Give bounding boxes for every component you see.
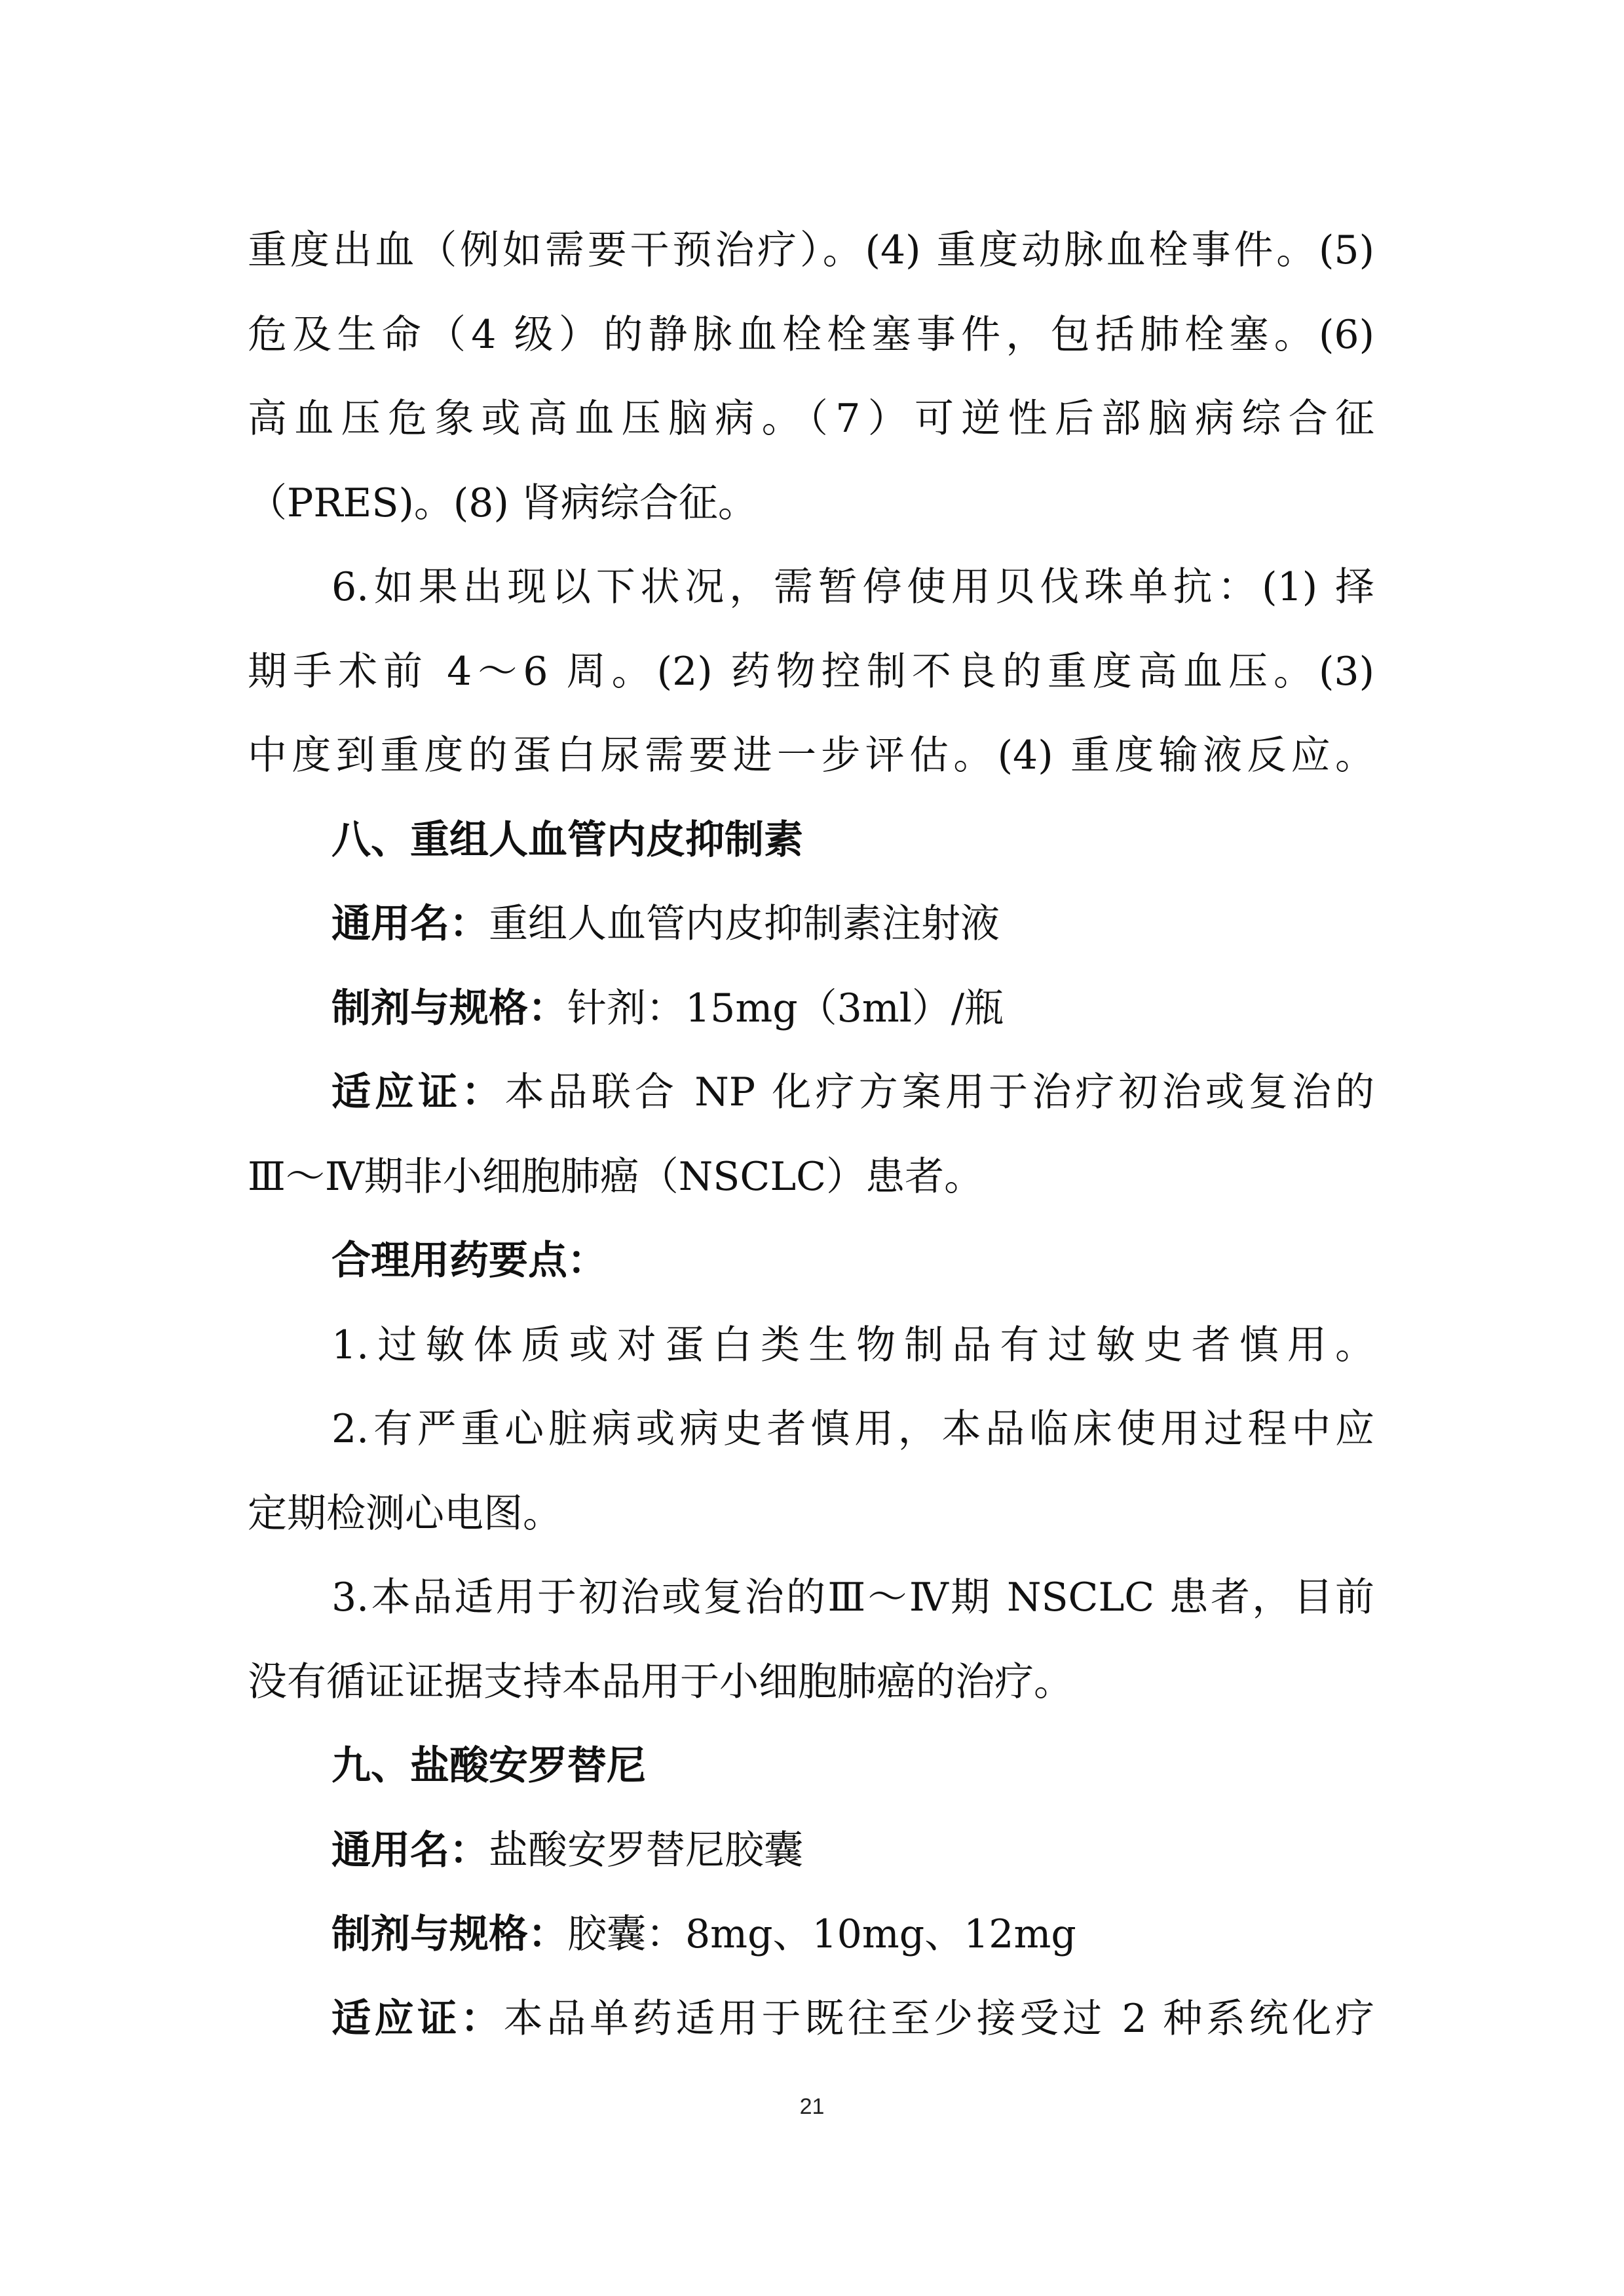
paragraph-line: 重度出血（例如需要干预治疗）。(4) 重度动脉血栓事件。(5) <box>248 227 1374 273</box>
spec-line <box>248 966 1374 1051</box>
field-label: 适应证： <box>331 1069 505 1115</box>
field-value: 本品单药适用于既往至少接受过 2 种系统化疗 <box>503 1995 1375 2042</box>
section-heading: 八、重组人血管内皮抑制素 <box>331 816 803 863</box>
field-value: 盐酸安罗替尼胶囊 <box>489 1827 803 1873</box>
generic-name-line <box>248 882 1374 966</box>
field-value: 胶囊：8mg、10mg、12mg <box>567 1911 1076 1957</box>
paragraph-line: Ⅲ～Ⅳ期非小细胞肺癌（NSCLC）患者。 <box>248 1153 984 1200</box>
field-value: 针剂：15mg（3ml）/瓶 <box>567 985 1004 1031</box>
field-value: 重组人血管内皮抑制素注射液 <box>489 901 1000 947</box>
field-label: 制剂与规格： <box>331 985 567 1031</box>
paragraph-line: 期手术前 4～6 周。(2) 药物控制不良的重度高血压。(3) <box>248 648 1374 695</box>
indication-line <box>248 1050 1374 1135</box>
paragraph-line: 6.如果出现以下状况，需暂停使用贝伐珠单抗：(1) 择 <box>331 564 1374 610</box>
paragraph-line: 没有循证证据支持本品用于小细胞肺癌的治疗。 <box>248 1658 1073 1705</box>
field-value: 本品联合 NP 化疗方案用于治疗初治或复治的 <box>504 1069 1375 1115</box>
paragraph-line: 危及生命（4 级）的静脉血栓栓塞事件，包括肺栓塞。(6) <box>248 311 1374 358</box>
page-number: 21 <box>799 2094 825 2119</box>
document-body <box>248 208 1374 2061</box>
paragraph-line: 中度到重度的蛋白尿需要进一步评估。(4) 重度输液反应。 <box>248 733 1374 778</box>
list-item: 3.本品适用于初治或复治的Ⅲ～Ⅳ期 NSCLC 患者，目前 <box>331 1575 1374 1620</box>
field-label: 通用名： <box>331 1827 489 1873</box>
section-heading: 九、盐酸安罗替尼 <box>331 1743 646 1789</box>
list-item: 1.过敏体质或对蛋白类生物制品有过敏史者慎用。 <box>331 1322 1374 1368</box>
spec-line <box>248 1892 1374 1977</box>
paragraph-line: （PRES)。(8) 肾病综合征。 <box>248 480 757 526</box>
generic-name-line <box>248 1808 1374 1893</box>
field-label: 制剂与规格： <box>331 1911 567 1957</box>
indication-line <box>248 1977 1374 2061</box>
paragraph-line: 定期检测心电图。 <box>248 1490 562 1537</box>
paragraph-line: 高血压危象或高血压脑病。（7）可逆性后部脑病综合征 <box>248 396 1374 442</box>
list-item: 2.有严重心脏病或病史者慎用，本品临床使用过程中应 <box>331 1406 1374 1452</box>
subsection-heading: 合理用药要点： <box>331 1238 607 1284</box>
field-label: 通用名： <box>331 901 489 947</box>
field-label: 适应证： <box>331 1995 504 2042</box>
